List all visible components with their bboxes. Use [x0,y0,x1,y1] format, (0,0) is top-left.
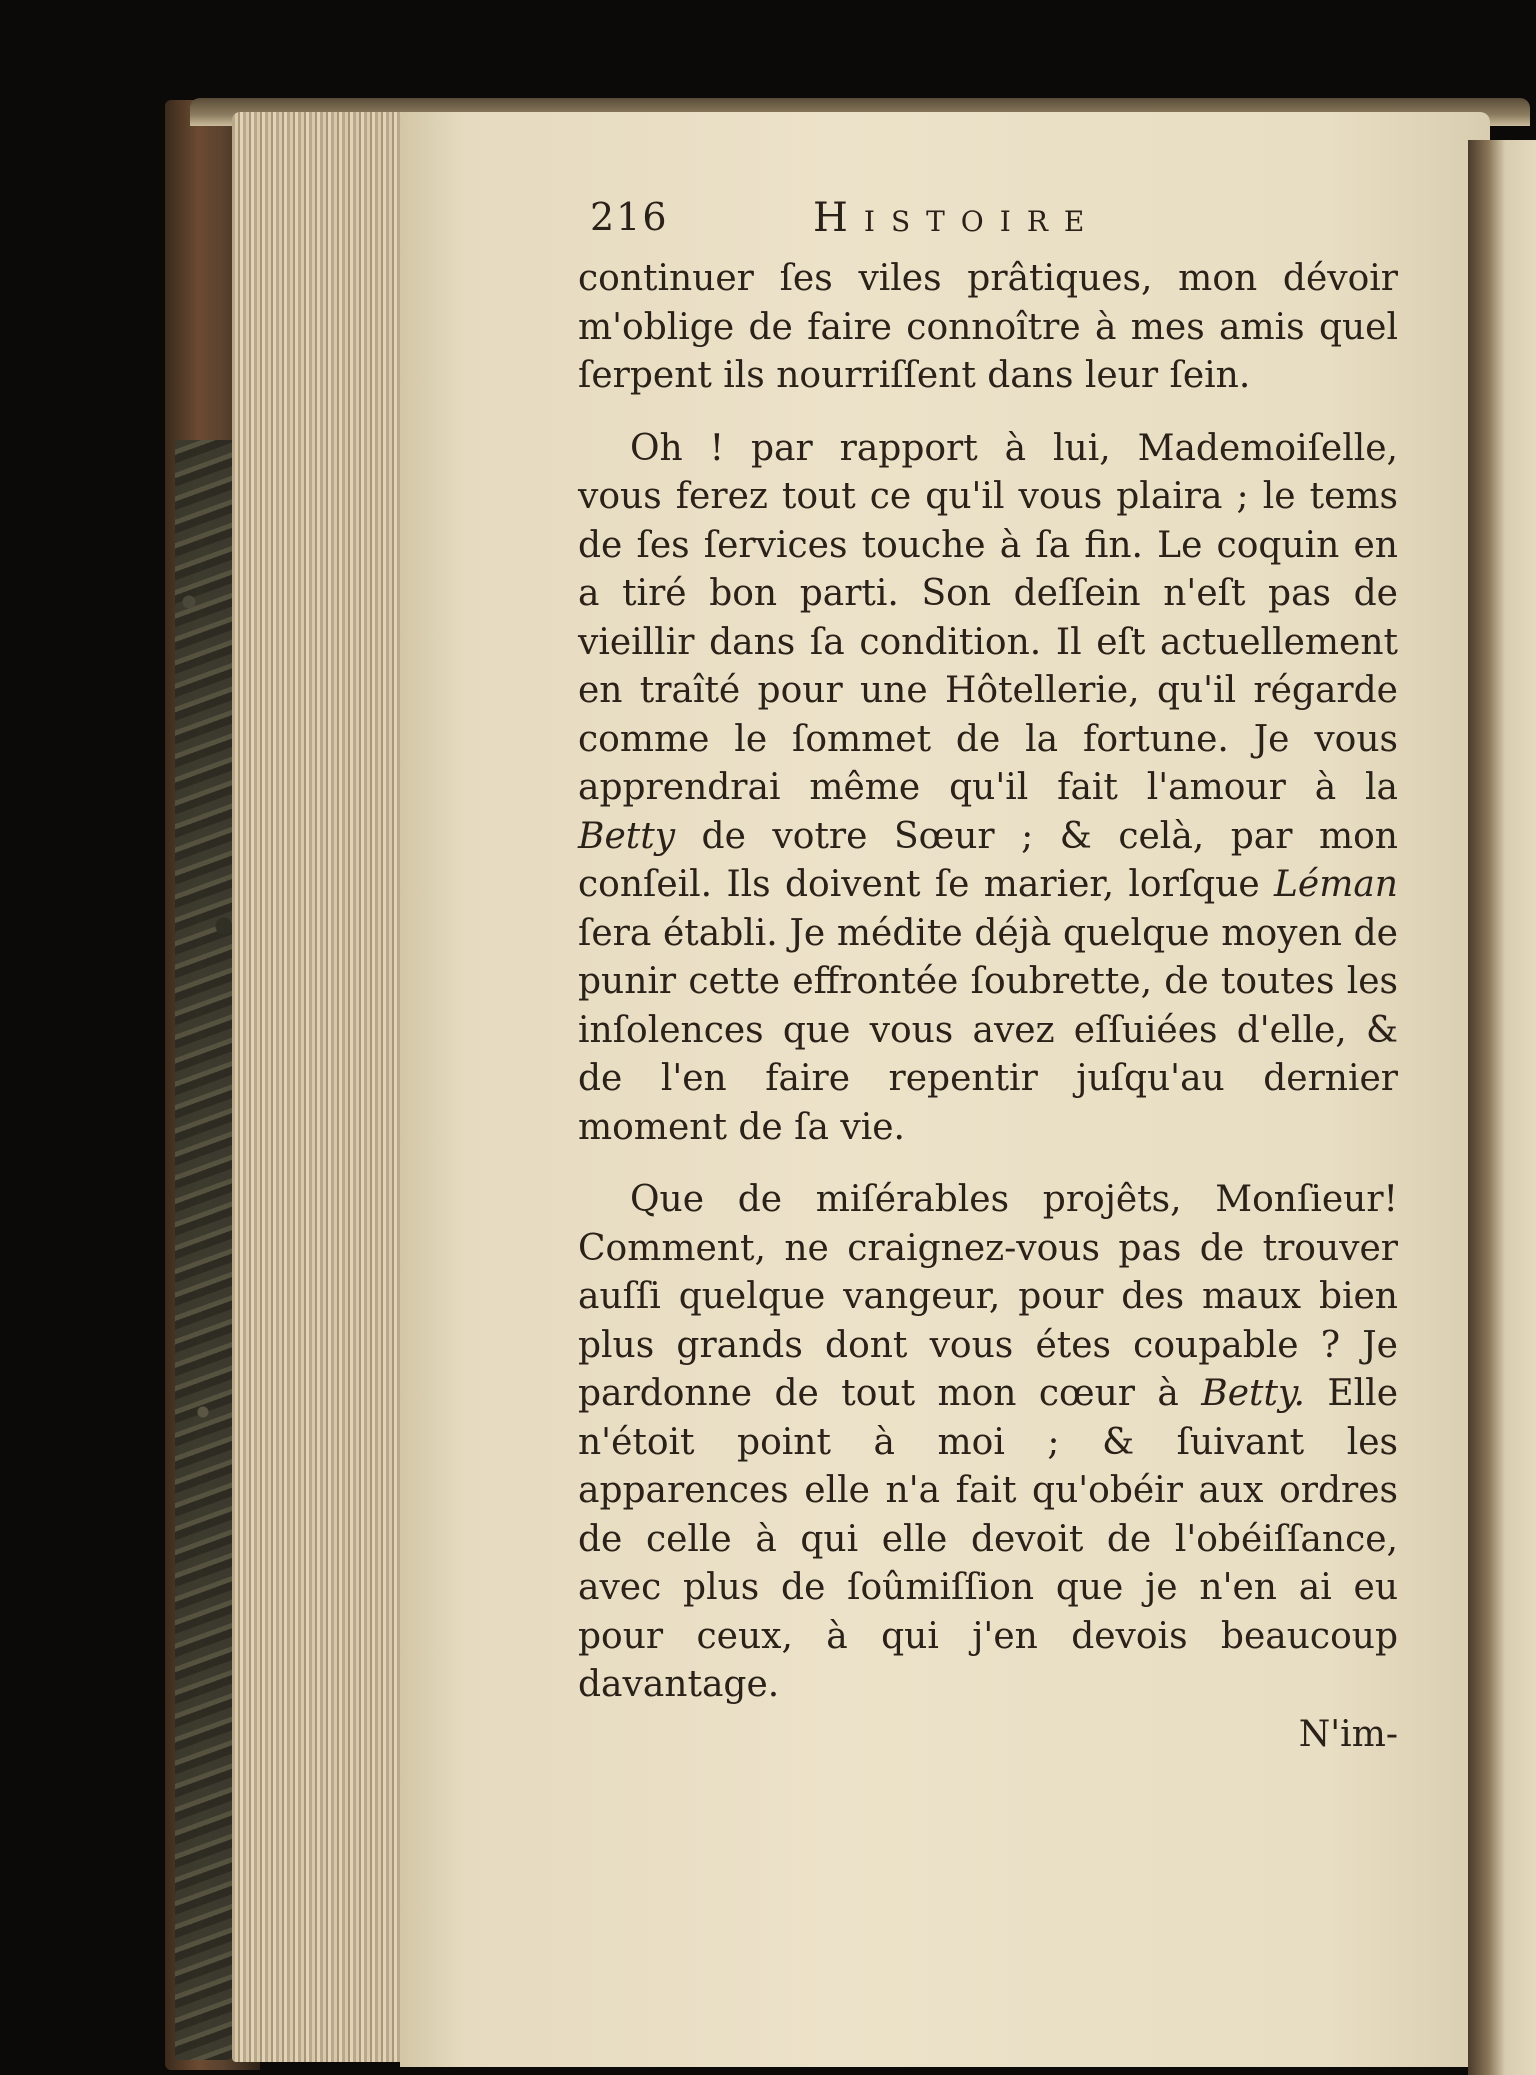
page-number: 216 [590,195,669,239]
paragraph-text: Oh ! par rapport à lui, Mademoiſelle, vous ferez tout ce qu'il vous plaira ; le tems de ſes ſervices touche à ſa fin. Le coquin en a tiré bon parti. Son deſſein n'eſt pas de vieillir dans ſa condition. Il eſt actuellement en traîté pour une Hôtellerie, qu'il régarde comme le ſommet de la fortune. Je vous apprendrai même qu'il fait l'amour à la [578,427,1398,808]
paragraph-text: continuer ſes viles prâtiques, mon dévoir m'oblige de faire connoître à mes amis quel ſerpent ils nourriſſent dans leur ſein. [578,258,1398,396]
running-title: Histoire [813,195,1101,241]
paragraph-text: de votre Sœur ; & celà, par mon conſeil. Ils doivent ſe marier, lorſque [578,815,1398,905]
paragraph-text: ſera établi. Je médite déjà quelque moyen de punir cette effrontée ſoubrette, de toutes les inſolences que vous avez eſſuiées d'elle, & de l'en faire repentir juſqu'au dernier moment de ſa vie. [578,912,1398,1148]
page-text-block [578,195,1398,1755]
page-edges [232,112,417,2062]
catchword: N'im- [1298,1713,1398,1755]
paragraph-2 [578,425,1398,1153]
paragraph-1 [578,255,1398,401]
paragraph-3 [578,1176,1398,1710]
paragraph-text: Que de miſérables projêts, Monſieur! Comment, ne craignez-vous pas de trouver auſſi quelque vangeur, pour des maux bien plus grands dont vous étes coupable ? Je pardonne de tout mon cœur à [578,1179,1398,1414]
paragraph-text: Elle n'étoit point à moi ; & ſuivant les apparences elle n'a fait qu'obéir aux ordres de celle à qui elle devoit de l'obéiſſance, avec plus de ſoûmiſſion que je n'en ai eu pour ceux, à qui j'en devois beaucoup davantage. [578,1373,1398,1705]
italic-name-betty: Betty [578,815,676,857]
italic-name-leman: Léman [1274,864,1398,905]
page-header [578,195,1398,255]
book-gutter [1468,140,1536,2075]
italic-name-betty: Betty. [1201,1373,1305,1414]
